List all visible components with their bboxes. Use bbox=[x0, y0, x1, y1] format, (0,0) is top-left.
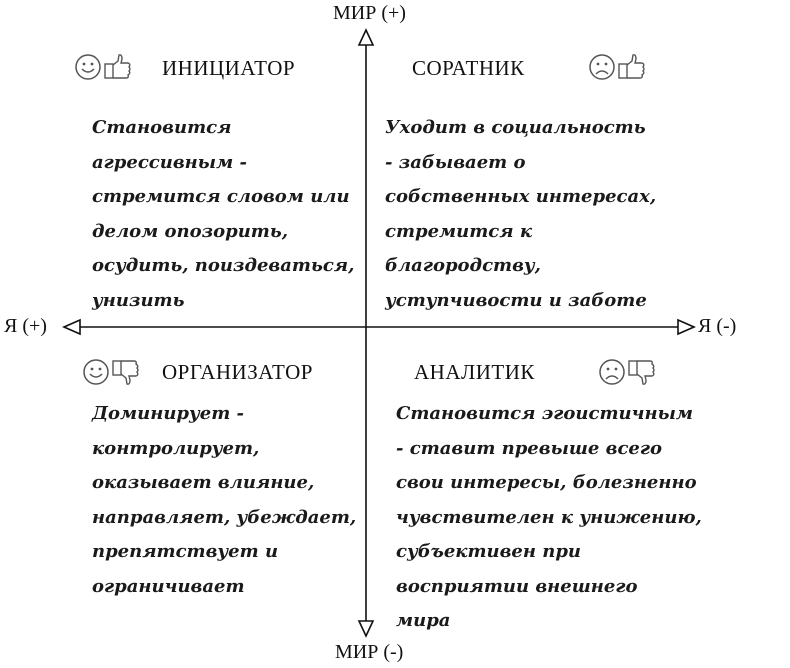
axis-label-bottom: МИР (-) bbox=[335, 641, 404, 663]
quadrant-title-analyst: АНАЛИТИК bbox=[414, 360, 535, 384]
quadrant-text-initiator bbox=[92, 111, 354, 318]
thumbs-up-icon bbox=[617, 52, 647, 82]
text-line: делом опозорить, bbox=[92, 220, 288, 242]
text-line: свои интересы, болезненно bbox=[396, 472, 697, 493]
analyst-icons bbox=[598, 357, 657, 387]
quadrant-text-organizer bbox=[92, 397, 356, 604]
text-line: собственных интересах, bbox=[385, 186, 657, 207]
companion-icons bbox=[588, 52, 647, 82]
text-line: Доминирует - bbox=[92, 403, 245, 424]
text-line: ограничивает bbox=[92, 575, 245, 597]
quadrant-title-companion: СОРАТНИК bbox=[412, 56, 525, 80]
text-line: уступчивости и заботе bbox=[385, 289, 647, 311]
arrow-left-icon bbox=[64, 320, 80, 334]
text-line: чувствителен к унижению, bbox=[396, 506, 702, 528]
text-line: восприятии внешнего bbox=[396, 575, 638, 597]
quadrant-title-organizer: ОРГАНИЗАТОР bbox=[162, 360, 313, 384]
text-line: препятствует и bbox=[92, 541, 279, 562]
arrow-down-icon bbox=[359, 621, 373, 636]
thumbs-down-icon bbox=[111, 357, 141, 387]
frown-icon bbox=[598, 358, 626, 386]
quadrant-title-initiator: ИНИЦИАТОР bbox=[162, 56, 296, 80]
smile-icon bbox=[82, 358, 110, 386]
organizer-icons bbox=[82, 357, 141, 387]
axis-label-left: Я (+) bbox=[4, 315, 47, 337]
quadrant-text-analyst bbox=[396, 397, 702, 639]
initiator-icons bbox=[74, 52, 133, 82]
text-line: стремится к bbox=[385, 220, 533, 242]
axis-label-top: МИР (+) bbox=[333, 2, 406, 24]
text-line: агрессивным - bbox=[92, 151, 247, 173]
text-line: благородству, bbox=[385, 255, 541, 276]
text-line: Становится эгоистичным bbox=[396, 403, 694, 424]
text-line: Становится bbox=[92, 117, 232, 138]
quadrant-text-companion bbox=[385, 111, 656, 318]
text-line: направляет, убеждает, bbox=[92, 506, 357, 528]
text-line: мира bbox=[396, 610, 451, 631]
text-line: - ставит превыше всего bbox=[396, 437, 663, 459]
thumbs-up-icon bbox=[103, 52, 133, 82]
arrow-right-icon bbox=[678, 320, 694, 334]
axis-label-right: Я (-) bbox=[698, 315, 737, 337]
text-line: - забывает о bbox=[385, 151, 526, 173]
frown-icon bbox=[588, 53, 616, 81]
text-line: контролирует, bbox=[92, 437, 260, 459]
text-line: оказывает влияние, bbox=[92, 472, 315, 493]
text-line: Уходит в социальность bbox=[385, 117, 646, 138]
arrow-up-icon bbox=[359, 30, 373, 45]
smile-icon bbox=[74, 53, 102, 81]
text-line: осудить, поиздеваться, bbox=[92, 255, 355, 276]
text-line: стремится словом или bbox=[92, 186, 350, 207]
text-line: субъективен при bbox=[396, 541, 582, 562]
thumbs-down-icon bbox=[627, 357, 657, 387]
text-line: унизить bbox=[92, 289, 185, 311]
